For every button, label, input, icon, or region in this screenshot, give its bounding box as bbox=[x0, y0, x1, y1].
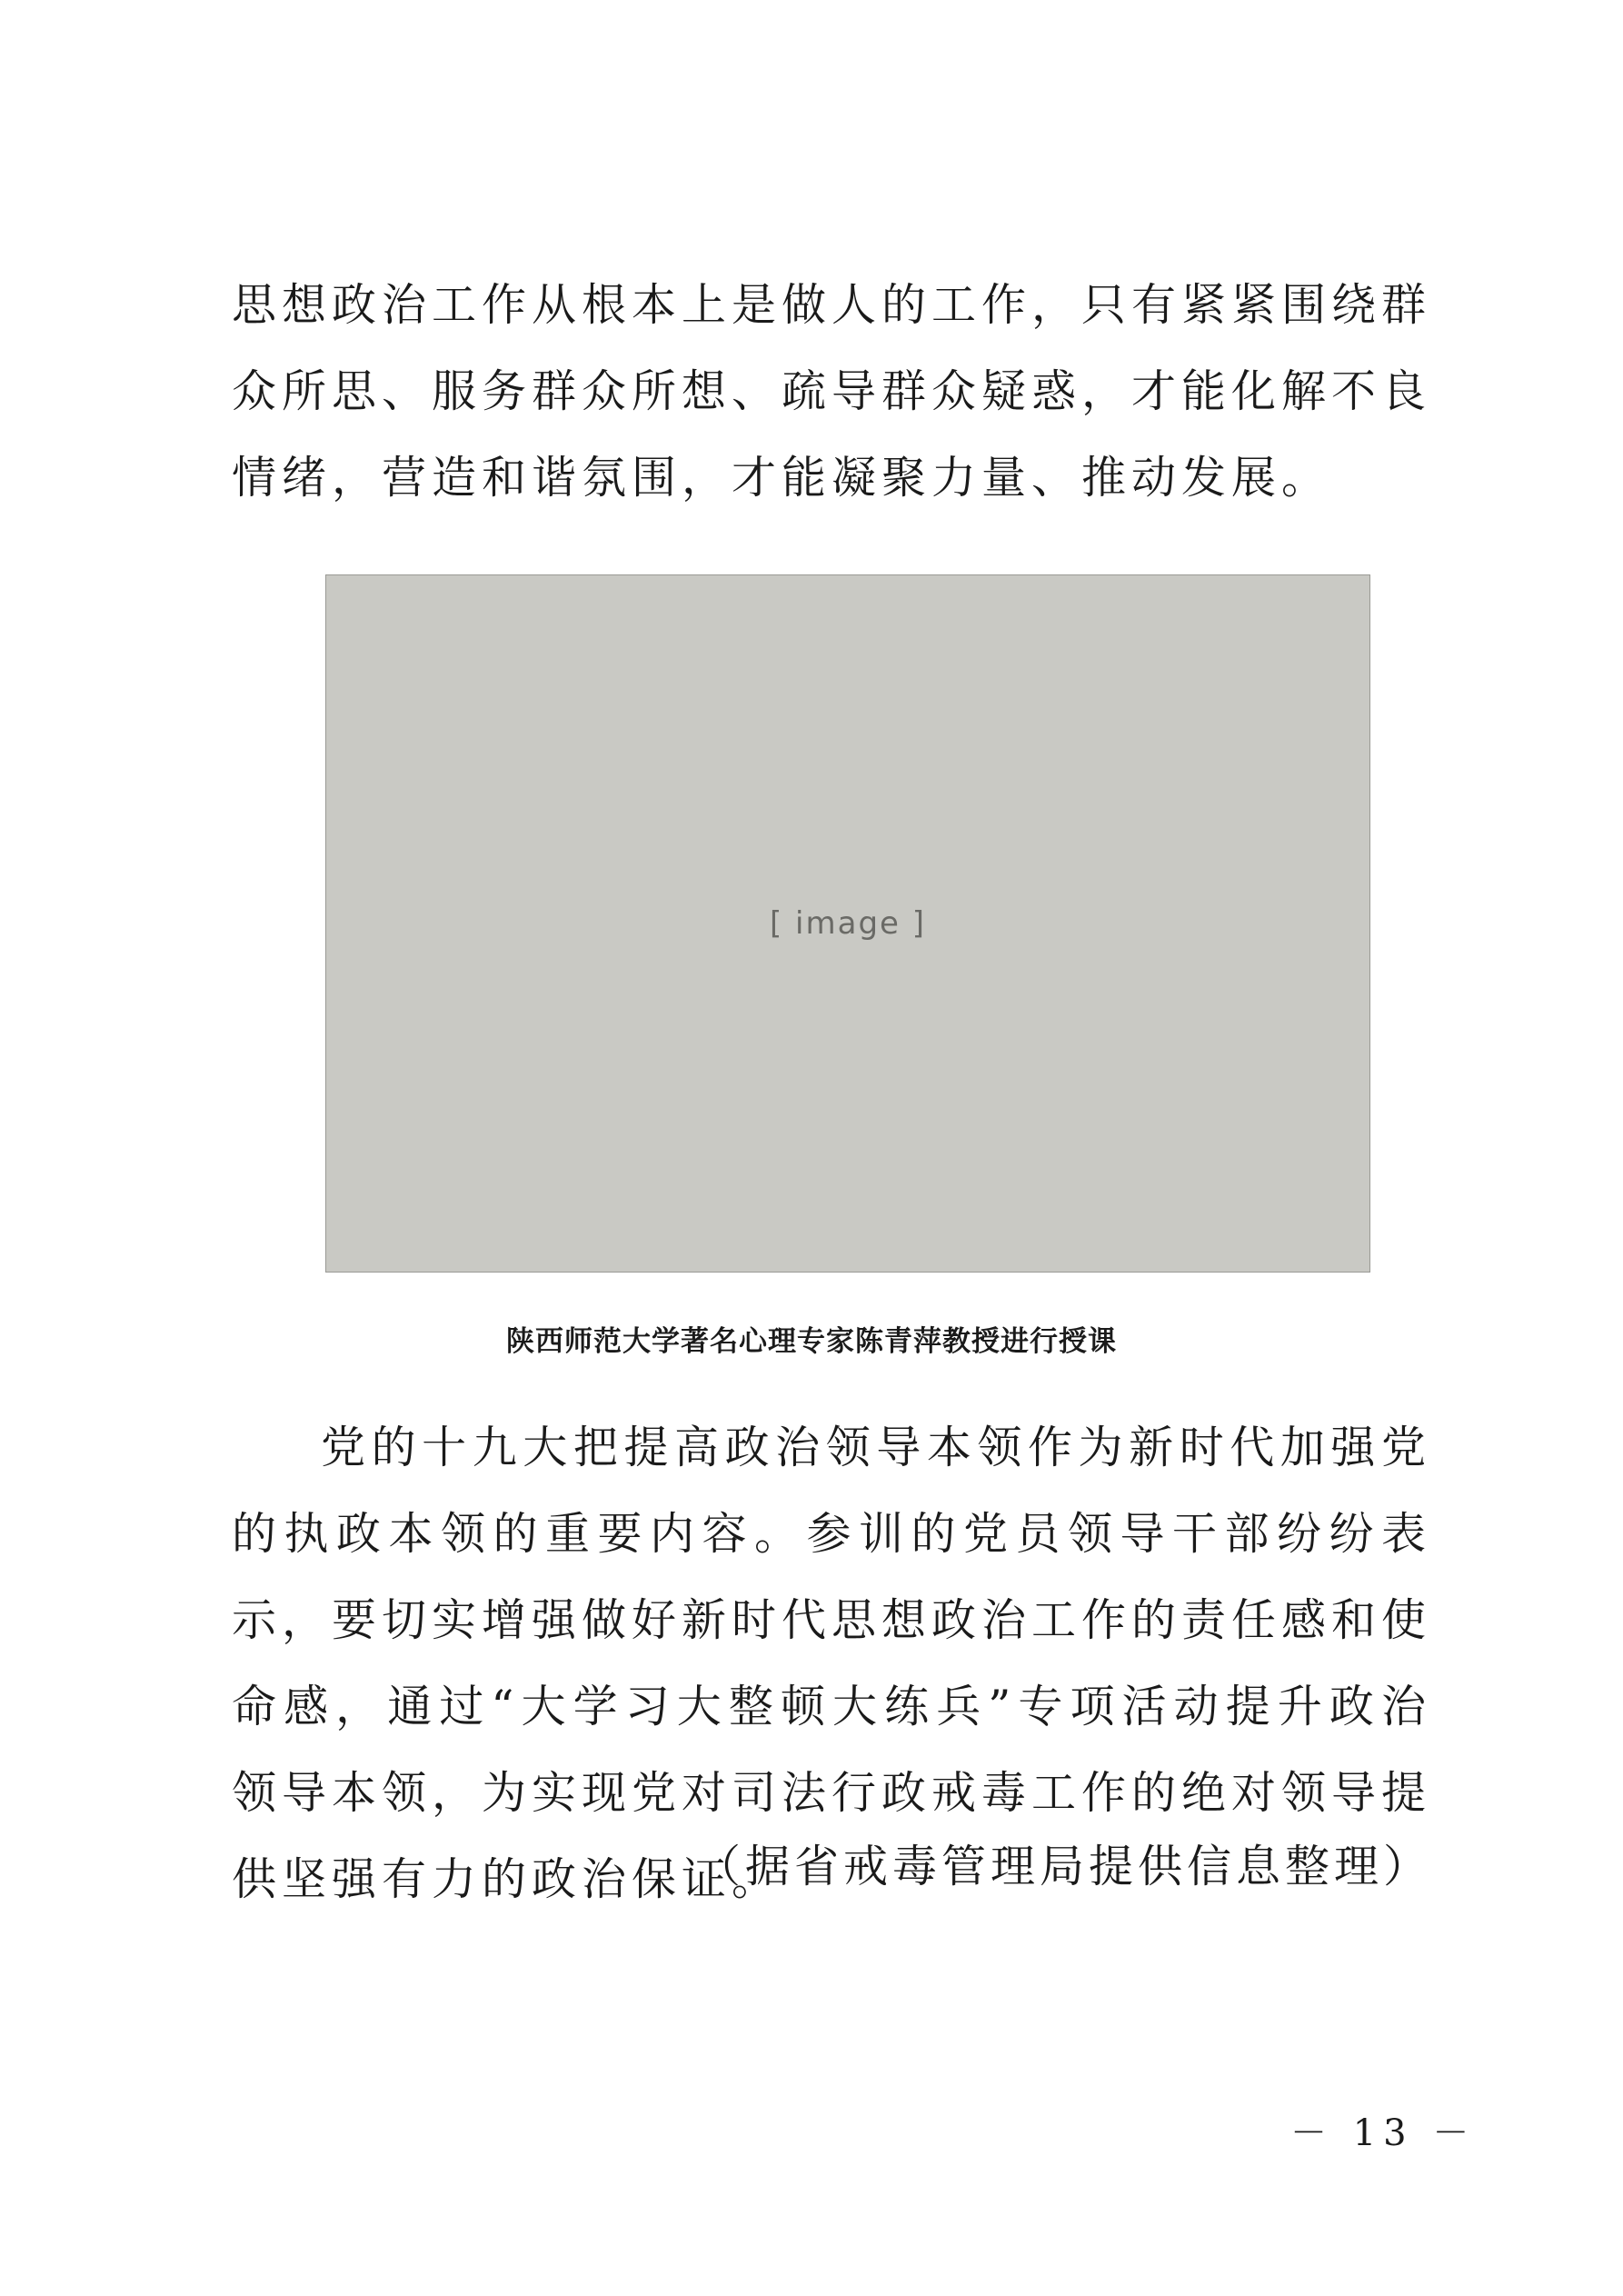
body-paragraph-1: 思想政治工作从根本上是做人的工作，只有紧紧围绕群众所思、服务群众所想、疏导群众疑惑，才能化解不良情绪，营造和谐氛围，才能凝聚力量、推动发展。 bbox=[232, 279, 1432, 504]
source-note: （据省戒毒管理局提供信息整理） bbox=[695, 1841, 1432, 1892]
image-placeholder-label: [ image ] bbox=[769, 905, 927, 942]
body-paragraph-2: 党的十九大把提高政治领导本领作为新时代加强党的执政本领的重要内容。参训的党员领导干部纷纷表示，要切实增强做好新时代思想政治工作的责任感和使命感，通过“大学习大整顿大练兵”专项活动提升政治领导本领，为实现党对司法行政戒毒工作的绝对领导提供坚强有力的政治保证。 bbox=[232, 1422, 1432, 1905]
page-number: － 13 － bbox=[1290, 2112, 1477, 2154]
photo-caption: 陕西师范大学著名心理专家陈青萍教授进行授课 bbox=[506, 1325, 1117, 1358]
lecture-photo bbox=[325, 574, 1370, 1273]
